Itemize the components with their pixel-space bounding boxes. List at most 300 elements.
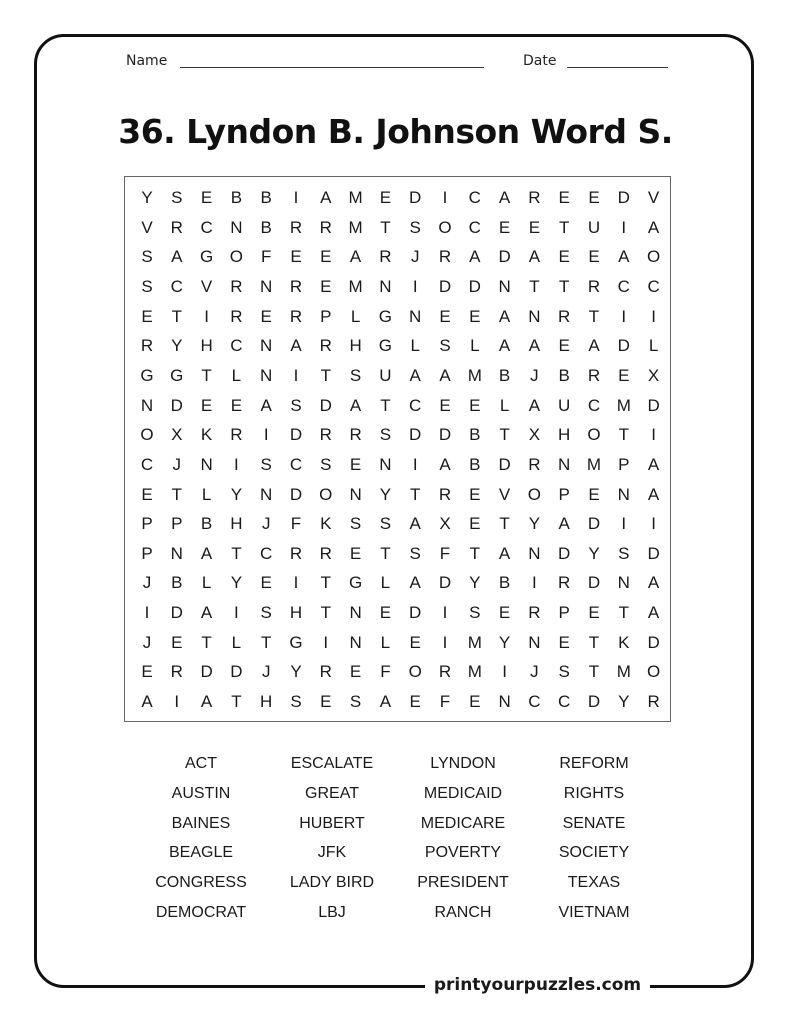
grid-cell[interactable]: E [200,188,213,207]
grid-cell[interactable]: S [349,365,362,385]
grid-cell[interactable]: S [141,276,153,296]
grid-cell[interactable]: A [439,454,451,474]
grid-cell[interactable]: D [498,454,511,474]
grid-cell[interactable]: D [409,425,422,445]
grid-cell[interactable]: A [498,336,511,356]
grid-cell[interactable]: E [469,306,481,326]
grid-cell[interactable]: S [618,543,630,563]
grid-cell[interactable]: U [379,365,392,385]
grid-cell[interactable]: C [230,336,243,356]
grid-cell[interactable]: A [528,247,541,267]
grid-cell[interactable]: A [349,247,362,267]
grid-cell[interactable]: A [469,247,481,267]
grid-cell[interactable]: B [498,573,511,593]
grid-cell[interactable]: R [349,425,362,445]
grid-cell[interactable]: E [230,395,243,415]
name-field[interactable] [180,67,484,68]
grid-cell[interactable]: N [498,692,511,712]
grid-cell[interactable]: D [438,573,452,593]
grid-cell[interactable]: F [380,662,391,682]
grid-cell[interactable]: E [469,395,481,415]
grid-cell[interactable]: T [499,425,510,445]
grid-cell[interactable]: S [349,692,362,712]
grid-cell[interactable]: D [468,276,481,296]
grid-cell[interactable]: A [409,365,421,385]
grid-cell[interactable]: I [263,425,269,445]
grid-cell[interactable]: O [319,484,333,504]
grid-cell[interactable]: A [528,395,541,415]
grid-cell[interactable]: T [469,543,480,563]
grid-cell[interactable]: K [320,514,332,534]
grid-cell[interactable]: A [349,395,362,415]
grid-cell[interactable]: N [528,306,541,326]
grid-cell[interactable]: E [379,188,392,207]
grid-cell[interactable]: I [651,306,656,326]
grid-cell[interactable]: P [141,514,153,534]
grid-cell[interactable]: E [558,247,570,267]
grid-cell[interactable]: T [201,632,212,652]
grid-cell[interactable]: M [616,395,631,415]
grid-cell[interactable]: I [621,306,627,326]
grid-cell[interactable]: Y [171,336,183,356]
grid-cell[interactable]: C [409,395,422,415]
grid-cell[interactable]: R [289,306,303,326]
grid-cell[interactable]: E [141,484,153,504]
grid-cell[interactable]: G [289,632,303,652]
grid-cell[interactable]: T [320,365,331,385]
grid-cell[interactable]: H [200,336,213,356]
grid-cell[interactable]: E [349,543,362,563]
grid-cell[interactable]: I [442,603,448,623]
grid-cell[interactable]: E [588,188,600,207]
grid-cell[interactable]: U [558,395,571,415]
grid-cell[interactable]: C [468,188,481,207]
grid-cell[interactable]: S [409,217,421,237]
grid-cell[interactable]: O [646,662,661,682]
grid-cell[interactable]: L [350,306,361,326]
grid-cell[interactable]: T [380,217,391,237]
grid-cell[interactable]: N [617,484,630,504]
grid-cell[interactable]: X [171,425,183,445]
grid-cell[interactable]: E [260,573,272,593]
grid-cell[interactable]: H [230,514,243,534]
grid-cell[interactable]: B [260,188,272,207]
grid-cell[interactable]: B [260,217,272,237]
grid-cell[interactable]: E [379,603,392,623]
grid-cell[interactable]: I [323,632,329,652]
grid-cell[interactable]: N [260,336,273,356]
grid-cell[interactable]: F [439,692,451,712]
grid-cell[interactable]: T [588,662,600,682]
grid-cell[interactable]: Y [379,484,392,504]
grid-cell[interactable]: L [470,336,480,356]
grid-cell[interactable]: S [260,603,272,623]
grid-cell[interactable]: S [320,454,332,474]
grid-cell[interactable]: S [349,514,362,534]
grid-cell[interactable]: B [200,514,213,534]
grid-cell[interactable]: M [586,454,602,474]
grid-cell[interactable]: C [200,217,213,237]
grid-cell[interactable]: I [174,692,180,712]
grid-cell[interactable]: Y [290,662,302,682]
grid-cell[interactable]: A [320,188,332,207]
grid-cell[interactable]: N [379,454,392,474]
grid-cell[interactable]: G [378,306,392,326]
grid-cell[interactable]: A [498,306,511,326]
grid-cell[interactable]: N [349,632,362,652]
grid-cell[interactable]: C [260,543,273,563]
grid-cell[interactable]: G [378,336,392,356]
grid-cell[interactable]: O [408,662,422,682]
grid-cell[interactable]: A [647,454,660,474]
grid-cell[interactable]: A [260,395,272,415]
grid-cell[interactable]: X [439,514,451,534]
grid-cell[interactable]: A [439,365,451,385]
grid-cell[interactable]: C [289,454,303,474]
grid-cell[interactable]: I [234,603,239,623]
grid-cell[interactable]: E [588,247,600,267]
grid-cell[interactable]: R [438,484,452,504]
grid-cell[interactable]: R [319,543,332,563]
grid-cell[interactable]: H [260,692,273,712]
grid-cell[interactable]: P [171,514,183,534]
grid-cell[interactable]: R [319,336,332,356]
grid-cell[interactable]: G [199,247,214,267]
grid-cell[interactable]: A [588,336,600,356]
grid-cell[interactable]: M [348,188,363,207]
grid-cell[interactable]: C [617,276,630,296]
grid-cell[interactable]: P [141,543,153,563]
grid-cell[interactable]: T [260,632,272,652]
grid-cell[interactable]: S [439,336,451,356]
grid-cell[interactable]: J [172,454,182,474]
grid-cell[interactable]: D [409,603,422,623]
grid-cell[interactable]: D [587,573,601,593]
grid-cell[interactable]: A [647,603,660,623]
grid-cell[interactable]: T [618,603,629,623]
grid-cell[interactable]: I [442,632,448,652]
grid-cell[interactable]: T [499,514,510,534]
grid-cell[interactable]: R [230,425,243,445]
grid-cell[interactable]: R [170,217,183,237]
grid-cell[interactable]: J [261,514,271,534]
grid-cell[interactable]: Y [618,692,630,712]
grid-cell[interactable]: I [532,573,537,593]
grid-cell[interactable]: P [618,454,630,474]
grid-cell[interactable]: D [409,188,422,207]
grid-cell[interactable]: T [231,692,242,712]
grid-cell[interactable]: O [587,425,601,445]
grid-cell[interactable]: J [142,573,152,593]
grid-cell[interactable]: O [438,217,452,237]
grid-cell[interactable]: C [647,276,660,296]
grid-cell[interactable]: V [498,484,511,504]
grid-cell[interactable]: R [379,247,392,267]
grid-cell[interactable]: G [170,365,184,385]
grid-cell[interactable]: H [558,425,571,445]
grid-cell[interactable]: A [200,692,213,712]
grid-cell[interactable]: S [409,543,421,563]
grid-cell[interactable]: N [349,484,362,504]
grid-cell[interactable]: T [618,425,629,445]
grid-cell[interactable]: D [617,188,630,207]
grid-cell[interactable]: E [320,692,332,712]
date-field[interactable] [567,67,668,68]
grid-cell[interactable]: S [290,395,302,415]
grid-cell[interactable]: E [260,306,272,326]
grid-cell[interactable]: N [349,603,362,623]
grid-cell[interactable]: I [651,514,656,534]
grid-cell[interactable]: T [320,603,331,623]
grid-cell[interactable]: N [230,217,243,237]
grid-cell[interactable]: E [171,632,183,652]
grid-cell[interactable]: E [439,395,451,415]
grid-cell[interactable]: D [647,632,660,652]
grid-cell[interactable]: R [230,306,243,326]
grid-cell[interactable]: F [290,514,302,534]
grid-cell[interactable]: D [319,395,332,415]
grid-cell[interactable]: A [647,484,660,504]
grid-cell[interactable]: V [647,188,660,207]
grid-cell[interactable]: E [558,336,570,356]
grid-cell[interactable]: V [200,276,213,296]
grid-cell[interactable]: E [290,247,302,267]
grid-cell[interactable]: H [349,336,362,356]
grid-cell[interactable]: C [558,692,571,712]
grid-cell[interactable]: A [409,514,421,534]
grid-cell[interactable]: T [380,543,391,563]
grid-cell[interactable]: E [528,217,541,237]
grid-cell[interactable]: R [647,692,660,712]
grid-cell[interactable]: B [171,573,183,593]
grid-cell[interactable]: A [498,543,511,563]
grid-cell[interactable]: P [558,603,570,623]
grid-cell[interactable]: R [558,573,571,593]
grid-cell[interactable]: E [409,632,421,652]
grid-cell[interactable]: R [587,365,601,385]
grid-cell[interactable]: R [170,662,183,682]
grid-cell[interactable]: N [140,395,154,415]
grid-cell[interactable]: L [201,573,212,593]
grid-cell[interactable]: V [141,217,153,237]
grid-cell[interactable]: T [320,573,331,593]
grid-cell[interactable]: D [647,543,660,563]
grid-cell[interactable]: A [558,514,570,534]
grid-cell[interactable]: L [410,336,420,356]
grid-cell[interactable]: D [558,543,571,563]
grid-cell[interactable]: I [651,425,656,445]
grid-cell[interactable]: D [647,395,660,415]
grid-cell[interactable]: I [621,514,627,534]
grid-cell[interactable]: E [320,247,332,267]
grid-cell[interactable]: I [234,454,239,474]
grid-cell[interactable]: R [438,247,452,267]
grid-cell[interactable]: A [290,336,302,356]
grid-cell[interactable]: R [289,276,303,296]
grid-cell[interactable]: Y [588,543,600,563]
grid-cell[interactable]: E [349,662,362,682]
grid-cell[interactable]: O [229,247,243,267]
grid-cell[interactable]: N [170,543,183,563]
grid-cell[interactable]: E [588,603,600,623]
grid-cell[interactable]: S [379,514,392,534]
grid-cell[interactable]: L [648,336,659,356]
grid-cell[interactable]: A [141,692,153,712]
grid-cell[interactable]: A [647,573,660,593]
grid-cell[interactable]: I [621,217,627,237]
grid-cell[interactable]: E [588,484,600,504]
grid-cell[interactable]: E [618,365,630,385]
grid-cell[interactable]: G [348,573,363,593]
grid-cell[interactable]: R [319,662,332,682]
grid-cell[interactable]: X [647,365,660,385]
grid-cell[interactable]: N [558,454,571,474]
grid-cell[interactable]: R [140,336,154,356]
grid-cell[interactable]: A [498,188,511,207]
grid-cell[interactable]: R [587,276,601,296]
grid-cell[interactable]: I [442,188,448,207]
grid-cell[interactable]: I [293,188,299,207]
grid-cell[interactable]: B [469,425,481,445]
grid-cell[interactable]: N [528,543,541,563]
grid-cell[interactable]: E [469,692,481,712]
grid-cell[interactable]: L [499,395,510,415]
grid-cell[interactable]: F [260,247,272,267]
grid-cell[interactable]: N [260,276,273,296]
grid-cell[interactable]: M [348,276,363,296]
grid-cell[interactable]: C [140,454,154,474]
grid-cell[interactable]: C [170,276,183,296]
grid-cell[interactable]: R [558,306,571,326]
grid-cell[interactable]: J [530,662,539,682]
grid-cell[interactable]: D [587,692,601,712]
grid-cell[interactable]: Y [230,484,243,504]
grid-cell[interactable]: T [171,306,182,326]
grid-cell[interactable]: M [467,632,482,652]
grid-cell[interactable]: L [231,632,242,652]
grid-cell[interactable]: T [409,484,421,504]
grid-cell[interactable]: U [587,217,601,237]
grid-cell[interactable]: S [260,454,272,474]
grid-cell[interactable]: E [141,306,153,326]
grid-cell[interactable]: D [587,514,601,534]
grid-cell[interactable]: I [204,306,209,326]
grid-cell[interactable]: E [439,306,451,326]
grid-cell[interactable]: J [142,632,152,652]
grid-cell[interactable]: I [412,276,418,296]
grid-cell[interactable]: E [558,188,570,207]
grid-cell[interactable]: L [231,365,242,385]
grid-cell[interactable]: M [467,365,482,385]
grid-cell[interactable]: N [617,573,630,593]
grid-cell[interactable]: A [171,247,183,267]
grid-cell[interactable]: S [171,188,183,207]
grid-cell[interactable]: G [140,365,154,385]
grid-cell[interactable]: R [528,188,541,207]
grid-cell[interactable]: P [320,306,332,326]
grid-cell[interactable]: C [587,395,601,415]
grid-cell[interactable]: B [498,365,511,385]
grid-cell[interactable]: R [289,543,303,563]
grid-cell[interactable]: S [379,425,392,445]
grid-cell[interactable]: S [290,692,302,712]
grid-cell[interactable]: Y [141,188,153,207]
grid-cell[interactable]: I [412,454,418,474]
grid-cell[interactable]: T [558,217,570,237]
grid-cell[interactable]: Y [230,573,243,593]
grid-cell[interactable]: A [409,573,421,593]
grid-cell[interactable]: N [260,365,273,385]
grid-cell[interactable]: E [320,276,332,296]
grid-cell[interactable]: F [439,543,451,563]
grid-cell[interactable]: Y [528,514,541,534]
grid-cell[interactable]: E [349,454,362,474]
grid-cell[interactable]: N [409,306,422,326]
grid-cell[interactable]: A [200,603,213,623]
grid-cell[interactable]: O [140,425,154,445]
grid-cell[interactable]: E [498,217,511,237]
grid-cell[interactable]: O [646,247,661,267]
grid-cell[interactable]: M [467,662,482,682]
grid-cell[interactable]: Y [498,632,511,652]
grid-cell[interactable]: A [647,217,660,237]
grid-cell[interactable]: A [618,247,630,267]
grid-cell[interactable]: S [141,247,153,267]
grid-cell[interactable]: M [616,662,631,682]
grid-cell[interactable]: B [558,365,570,385]
grid-cell[interactable]: T [588,306,600,326]
grid-cell[interactable]: I [293,365,299,385]
grid-cell[interactable]: E [558,632,570,652]
grid-cell[interactable]: D [170,395,183,415]
grid-cell[interactable]: J [261,662,271,682]
grid-cell[interactable]: K [200,425,213,445]
grid-cell[interactable]: R [319,217,332,237]
grid-cell[interactable]: T [588,632,600,652]
grid-cell[interactable]: E [409,692,421,712]
grid-cell[interactable]: D [289,425,303,445]
grid-cell[interactable]: N [379,276,392,296]
grid-cell[interactable]: N [528,632,541,652]
grid-cell[interactable]: I [502,662,507,682]
grid-cell[interactable]: L [380,632,391,652]
grid-cell[interactable]: T [171,484,182,504]
grid-cell[interactable]: N [260,484,273,504]
grid-cell[interactable]: S [469,603,481,623]
grid-cell[interactable]: R [528,603,541,623]
grid-cell[interactable]: R [289,217,303,237]
grid-cell[interactable]: A [200,543,213,563]
grid-cell[interactable]: R [438,662,452,682]
grid-cell[interactable]: L [380,573,391,593]
grid-cell[interactable]: N [498,276,511,296]
grid-cell[interactable]: R [230,276,243,296]
grid-cell[interactable]: A [528,336,541,356]
grid-cell[interactable]: O [527,484,541,504]
grid-cell[interactable]: T [201,365,212,385]
grid-cell[interactable]: M [348,217,363,237]
grid-cell[interactable]: Y [469,573,481,593]
grid-cell[interactable]: E [469,484,481,504]
grid-cell[interactable]: T [231,543,242,563]
grid-cell[interactable]: E [141,662,153,682]
grid-cell[interactable]: E [200,395,213,415]
grid-cell[interactable]: T [558,276,570,296]
grid-cell[interactable]: P [558,484,570,504]
grid-cell[interactable]: D [200,662,213,682]
grid-cell[interactable]: J [530,365,539,385]
grid-cell[interactable]: H [289,603,303,623]
